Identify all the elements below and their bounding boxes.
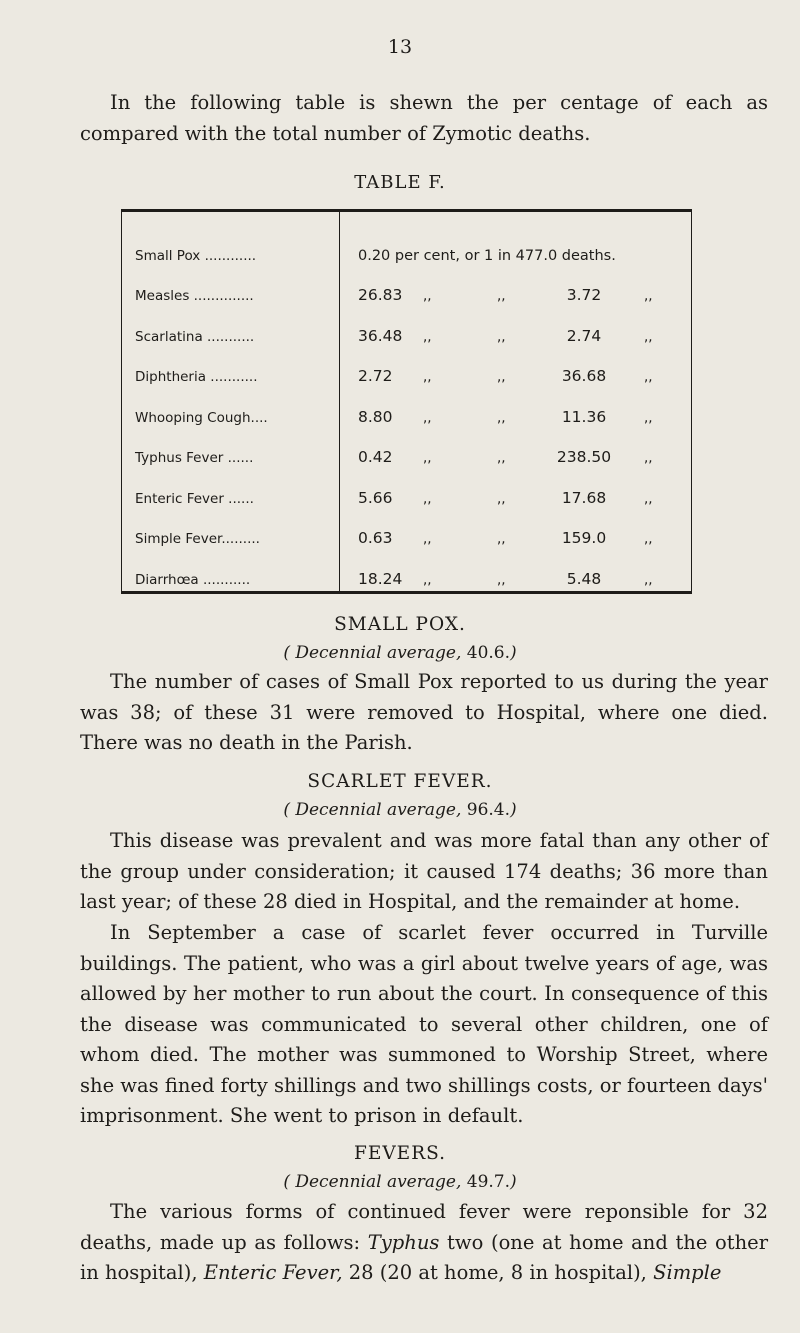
page-number: 13: [387, 36, 413, 58]
ditto-mark: ,,: [423, 369, 432, 385]
ditto-mark: ,,: [497, 450, 506, 466]
ditto-mark: ,,: [423, 490, 432, 507]
small-pox-heading: SMALL POX.: [334, 614, 466, 635]
percent-value: 36.48: [358, 326, 403, 345]
ratio-value: 11.36: [561, 407, 607, 426]
table-row: [122, 438, 691, 478]
fevers-text-a: The various forms of continued fever were reponsible for 32 deaths, made up as follows:: [80, 1200, 768, 1254]
simple-label: Simple: [653, 1261, 722, 1284]
average-label: Decennial average,: [295, 643, 462, 663]
percent-value: 5.66: [358, 488, 393, 507]
table-row: [122, 519, 691, 559]
ditto-mark: ,,: [497, 369, 506, 385]
ditto-mark: ,,: [644, 328, 653, 345]
fevers-paragraph: [80, 1197, 768, 1289]
ratio-value: 2.74: [566, 326, 602, 345]
small-pox-average: ( Decennial average, 40.6.): [283, 643, 517, 663]
table-row: [122, 560, 691, 600]
ditto-mark: ,,: [644, 571, 653, 588]
table-caption: TABLE F.: [354, 172, 446, 193]
disease-name: Small Pox ............: [135, 248, 257, 264]
average-value: 40.6.: [466, 643, 511, 663]
percent-value: 0.42: [358, 448, 393, 466]
fevers-text-b: two (one at home and the other in hospital),: [80, 1230, 769, 1284]
percent-value: 2.72: [358, 367, 393, 385]
ratio-value: 5.48: [566, 569, 602, 588]
ditto-mark: ,,: [423, 571, 432, 588]
ditto-mark: ,,: [497, 288, 506, 304]
disease-name: Measles ..............: [135, 288, 254, 304]
ditto-mark: ,,: [497, 409, 506, 426]
disease-name: Whooping Cough....: [135, 409, 268, 426]
ditto-mark: ,,: [644, 450, 653, 466]
small-pox-paragraph: The number of cases of Small Pox reported to us during the year was 38; of these 31 were removed to Hospital, where one died. There was no death in the Parish.: [80, 670, 768, 754]
table-row: [122, 398, 691, 438]
ditto-mark: ,,: [423, 531, 432, 547]
ratio-value: 238.50: [556, 448, 612, 466]
disease-name: Diarrhœa ...........: [135, 571, 251, 588]
typhus-label: Typhus: [367, 1230, 440, 1254]
ditto-mark: ,,: [644, 409, 653, 426]
ratio-value: 3.72: [566, 286, 602, 304]
table-row: [122, 276, 691, 316]
average-label: Decennial average,: [295, 1172, 462, 1192]
table-row-small-pox: [122, 236, 691, 276]
scarlet-fever-average: ( Decennial average, 96.4.): [283, 800, 517, 820]
table-row: [122, 479, 691, 519]
disease-name: Scarlatina ...........: [135, 328, 255, 345]
average-label: Decennial average,: [295, 800, 462, 820]
percent-value: 26.83: [358, 286, 403, 304]
scarlet-fever-paragraph-1: This disease was prevalent and was more fatal than any other of the group under consideration; it caused 174 deaths; 36 more than last year; of these 28 died in Hospital, and the remainder at home.: [80, 829, 768, 913]
table-f: [121, 209, 692, 594]
fevers-text-c: 28 (20 at home, 8 in hospital),: [348, 1261, 647, 1284]
ditto-mark: ,,: [497, 571, 506, 588]
percent-value: 8.80: [358, 407, 393, 426]
percent-value: 18.24: [358, 569, 403, 588]
intro-paragraph: In the following table is shewn the per centage of each as compared with the total number of Zymotic deaths.: [80, 91, 768, 145]
average-value: 49.7.: [466, 1172, 511, 1192]
ditto-mark: ,,: [644, 288, 653, 304]
disease-name: Diphtheria ...........: [135, 369, 258, 385]
fevers-heading: FEVERS.: [353, 1143, 447, 1164]
ditto-mark: ,,: [423, 409, 432, 426]
ditto-mark: ,,: [423, 328, 432, 345]
fevers-average: ( Decennial average, 49.7.): [283, 1172, 517, 1192]
scarlet-fever-paragraph-2: In September a case of scarlet fever occurred in Turville buildings. The patient, who was a girl about twelve years of age, was allowed by her mother to run about the court. In consequence of this the disease was communicated to several other children, one of whom died. The mother was summoned to Worship Street, where she was fined forty shillings and two shillings costs, or fourteen days' imprisonment. She went to prison in default.: [80, 921, 768, 1127]
ditto-mark: ,,: [497, 490, 506, 507]
ditto-mark: ,,: [497, 328, 506, 345]
ditto-mark: ,,: [644, 369, 653, 385]
ditto-mark: ,,: [497, 531, 506, 547]
table-row: [122, 357, 691, 397]
ditto-mark: ,,: [644, 531, 653, 547]
ditto-mark: ,,: [423, 450, 432, 466]
scarlet-fever-heading: SCARLET FEVER.: [307, 771, 493, 792]
ditto-mark: ,,: [423, 288, 432, 304]
ratio-value: 159.0: [561, 529, 607, 547]
ratio-value: 36.68: [561, 367, 607, 385]
ditto-mark: ,,: [644, 490, 653, 507]
average-value: 96.4.: [466, 800, 511, 820]
disease-name: Typhus Fever ......: [135, 450, 254, 466]
row-values: 0.20 per cent, or 1 in 477.0 deaths.: [358, 248, 616, 264]
enteric-label: Enteric Fever,: [203, 1261, 343, 1284]
percent-value: 0.63: [358, 529, 393, 547]
disease-name: Simple Fever.........: [135, 531, 260, 547]
disease-name: Enteric Fever ......: [135, 490, 254, 507]
ratio-value: 17.68: [561, 488, 607, 507]
table-row: [122, 317, 691, 357]
